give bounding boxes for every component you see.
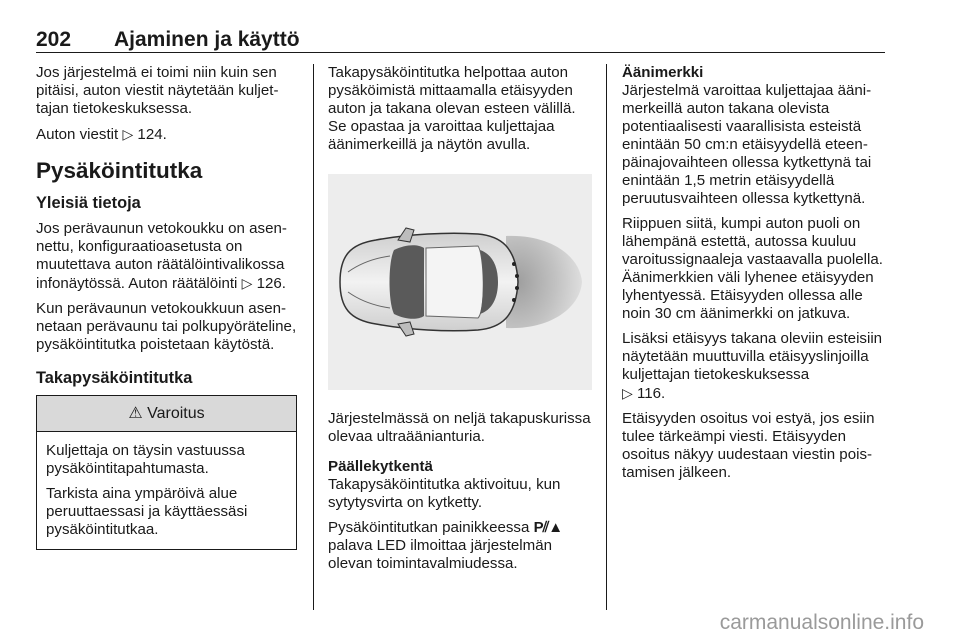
column-left xyxy=(36,64,298,550)
page-ref-arrow-icon: ▷ xyxy=(241,275,253,291)
column-divider xyxy=(606,64,607,610)
parking-button-icon: P⫽▲ xyxy=(533,519,563,536)
page-ref-arrow-icon: ▷ xyxy=(622,385,633,401)
subsection-title: Takapysäköintitutka xyxy=(36,369,193,387)
windshield xyxy=(390,245,425,319)
paragraph: Pysäköintitutkan painikkeessa P⫽▲ palava LED ilmoittaa järjestelmän olevan toimintavalmiudessa. xyxy=(328,519,563,572)
warning-body xyxy=(37,432,296,549)
column-right xyxy=(622,64,888,489)
sensor xyxy=(512,262,516,266)
page-ref[interactable]: 116. xyxy=(636,385,666,402)
roof xyxy=(426,246,483,318)
page-ref-arrow-icon: ▷ xyxy=(122,126,134,142)
chapter-title: Ajaminen ja käyttö xyxy=(114,28,300,51)
paragraph: Jos järjestelmä ei toimi niin kuin sen pitäisi, auton viestit näytetään kuljettajan tietokeskuksessa. xyxy=(36,64,279,117)
sensor xyxy=(515,274,519,278)
warning-box xyxy=(36,395,297,550)
subsection-title: Yleisiä tietoja xyxy=(36,194,141,212)
warning-text: Kuljettaja on täysin vastuussa pysäköintitapahtumasta. xyxy=(46,442,245,477)
paragraph: Takapysäköintitutka aktivoituu, kun sytytysvirta on kytketty. xyxy=(328,476,561,511)
figure xyxy=(328,174,592,390)
warning-title: Varoitus xyxy=(147,405,205,422)
page-ref[interactable]: 126. xyxy=(256,275,286,292)
paragraph: Järjestelmä varoittaa kuljettajaa äänimerkeillä auton takana olevista potentiaalisesti vaarallisista esteistä enintään 50 cm:n etäisyydellä eteenpäinajovaihteen ollessa kytkettynä tai enintään 1,5 metrin etäisyydellä peruutusvaihteen ollessa kytkettynä. xyxy=(622,82,872,207)
paragraph: Auton viestit ▷ 124. xyxy=(36,126,167,143)
paragraph: Lisäksi etäisyys takana oleviin esteisiin näytetään muuttuvilla etäisyyslinjoilla kuljettajan tietokeskuksessa ▷ 116. xyxy=(622,330,883,402)
car-top-view-illustration xyxy=(328,174,592,390)
subsection-title: Päällekytkentä xyxy=(328,458,433,475)
sensor xyxy=(515,286,519,290)
paragraph: Etäisyyden osoitus voi estyä, jos esiin tulee tärkeämpi viesti. Etäisyyden osoitus näkyy uudestaan viestin poistamisen jälkeen. xyxy=(622,410,875,481)
page-header xyxy=(36,28,885,53)
paragraph: Kun perävaunun vetokoukkuun asennetaan perävaunu tai polkupyöräteline, pysäköintitutka poistetaan käytöstä. xyxy=(36,300,297,353)
paragraph: Takapysäköintitutka helpottaa auton pysäköimistä mittaamalla etäisyyden auton ja takana olevan esteen välillä. Se opastaa ja varoittaa kuljettajaa äänimerkeillä ja näytön avulla. xyxy=(328,64,576,153)
paragraph: Järjestelmässä on neljä takapuskurissa olevaa ultraäänianturia. xyxy=(328,410,591,445)
section-title: Pysäköintitutka xyxy=(36,158,203,183)
page-number: 202 xyxy=(36,28,72,51)
subsection-title: Äänimerkki xyxy=(622,64,704,81)
paragraph: Riippuen siitä, kumpi auton puoli on lähempänä estettä, autossa kuuluu varoitussignaaleja vastaavalla puolella. Äänimerkkien väli lyhenee etäisyyden lyhentyessä. Etäisyyden ollessa alle noin 30 cm äänimerkki on jatkuva. xyxy=(622,215,883,322)
paragraph: Jos perävaunun vetokoukku on asennettu, konfiguraatioasetusta on muutettava auton räätälöintivalikossa infonäytössä. Auton räätälöinti ▷ 126. xyxy=(36,220,287,292)
warning-header xyxy=(37,396,296,432)
watermark: carmanualsonline.info xyxy=(719,611,924,634)
page-ref[interactable]: 124. xyxy=(137,126,167,143)
warning-triangle-icon: ⚠ xyxy=(128,405,143,422)
column-middle xyxy=(328,64,592,580)
sensor xyxy=(512,298,516,302)
warning-text: Tarkista aina ympäröivä alue peruuttaessasi ja käyttäessäsi pysäköintitutkaa. xyxy=(46,485,248,538)
column-divider xyxy=(313,64,314,610)
